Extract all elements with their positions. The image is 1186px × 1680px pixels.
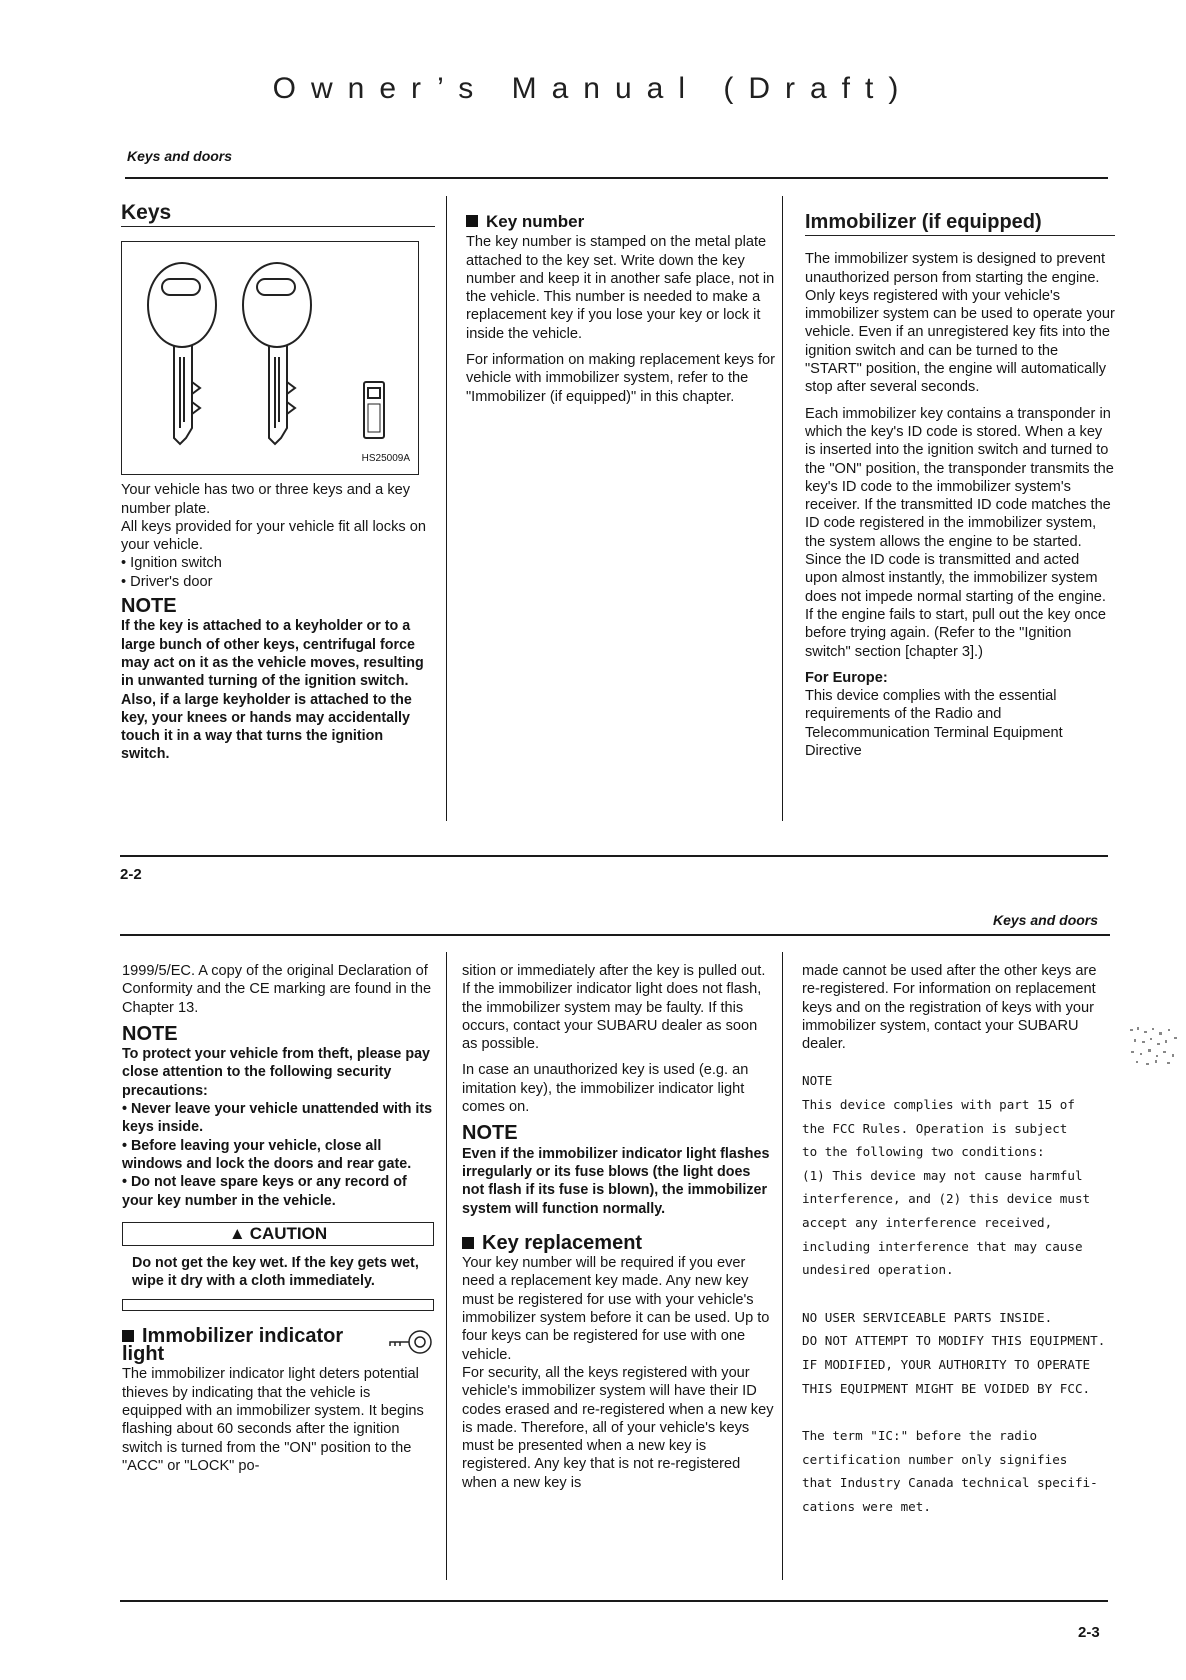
square-bullet-icon xyxy=(466,215,478,227)
note-label: NOTE xyxy=(462,1122,518,1145)
fcc-line: (1) This device may not cause harmful xyxy=(802,1167,1083,1183)
indicator-heading-row xyxy=(122,1324,434,1366)
top-footer-rule xyxy=(120,855,1108,857)
immobilizer-paragraph: If the engine fails to start, pull out the key once before trying again. (Refer to the "Ignition switch" section [chapter 3].) xyxy=(805,606,1106,660)
fcc-line: undesired operation. xyxy=(802,1262,954,1278)
fcc-line: IF MODIFIED, YOUR AUTHORITY TO OPERATE xyxy=(802,1357,1091,1373)
section-header-top: Keys and doors xyxy=(127,148,233,164)
key-number-paragraph: The key number is stamped on the metal plate attached to the key set. Write down the key number and keep it in another safe place, not in the vehicle. This number is needed to make a replacement key if you lose your key or lock it inside the vehicle. xyxy=(466,234,775,342)
column-divider xyxy=(782,196,783,821)
list-item: • Driver's door xyxy=(121,573,435,591)
square-bullet-icon xyxy=(462,1237,474,1249)
key-replacement-paragraph: Your key number will be required if you ever need a replacement key made. Any new key must be registered for use with your vehicle's immobilizer system before it can be used. Up to four keys can be registered for use with one vehicle. xyxy=(462,1255,770,1363)
note-text: If the key is attached to a keyholder or to a large bunch of other keys, centrifugal force may act on it as the vehicle moves, resulting in unwanted turning of the ignition switch. Also, if a large keyholder is attached to the key, your knees or hands may accidentally touch it in a way that turns the ignition switch. xyxy=(121,618,424,763)
fcc-line: to the following two conditions: xyxy=(802,1144,1045,1160)
column-divider xyxy=(446,196,447,821)
declaration-paragraph: 1999/5/EC. A copy of the original Declaration of Conformity and the CE marking are found in the Chapter 13. xyxy=(122,963,432,1016)
key-replacement-title: Key replacement xyxy=(482,1231,643,1254)
key-number-title: Key number xyxy=(486,212,585,231)
caution-text: Do not get the key wet. If the key gets wet, wipe it dry with a cloth immediately. xyxy=(132,1255,419,1290)
immobilizer-heading: Immobilizer (if equipped) xyxy=(805,213,1115,236)
ic-line: The term "IC:" before the radio xyxy=(802,1428,1038,1444)
list-item: • Ignition switch xyxy=(121,554,435,572)
europe-label: For Europe: xyxy=(805,669,888,686)
note-text: Even if the immobilizer indicator light flashes irregularly or its fuse blows (the light does not flash if its fuse is blown), the immobilizer system will function normally. xyxy=(462,1145,770,1217)
replacement-paragraph: made cannot be used after the other keys are re-registered. For information on replacement keys and on the registration of keys with your immobilizer system, contact your SUBARU dealer. xyxy=(802,963,1097,1053)
fcc-line: the FCC Rules. Operation is subject xyxy=(802,1120,1068,1136)
security-column xyxy=(122,962,434,1483)
list-item: • Do not leave spare keys or any record of your key number in the vehicle. xyxy=(122,1173,434,1210)
indicator-paragraph: sition or immediately after the key is pulled out. xyxy=(462,963,766,979)
security-list xyxy=(122,1100,434,1210)
figure-code: HS25009A xyxy=(361,453,410,464)
ic-line: that Industry Canada technical specifi- xyxy=(802,1475,1098,1491)
keys-paragraph: All keys provided for your vehicle fit all locks on your vehicle. xyxy=(121,518,426,554)
key-replacement-heading xyxy=(462,1231,774,1254)
fcc-column xyxy=(802,962,1112,1519)
bottom-footer-rule xyxy=(120,1600,1108,1602)
caution-label: CAUTION xyxy=(249,1223,328,1243)
fcc-line: including interference that may cause xyxy=(802,1238,1083,1254)
indicator-paragraph: If the immobilizer indicator light does not flash, the immobilizer system may be faulty. If this occurs, contact your SUBARU dealer as soon as possible. xyxy=(462,981,762,1053)
indicator-paragraph: In case an unauthorized key is used (e.g. an imitation key), the immobilizer indicator light comes on. xyxy=(462,1062,749,1116)
scan-noise-patch xyxy=(1128,1025,1184,1069)
key-number-paragraph: For information on making replacement keys for vehicle with immobilizer system, refer to the "Immobilizer (if equipped)" in this chapter. xyxy=(466,352,776,405)
fcc-line: NO USER SERVICEABLE PARTS INSIDE. xyxy=(802,1309,1053,1325)
key-indicator-icon xyxy=(386,1327,434,1357)
page-number-bottom: 2-3 xyxy=(1078,1624,1100,1641)
keys-list xyxy=(121,554,435,591)
indicator-column xyxy=(462,962,774,1500)
section-header-bottom: Keys and doors xyxy=(993,912,1099,928)
immobilizer-paragraph: The immobilizer system is designed to prevent unauthorized person from starting the engine. Only keys registered with your vehicle's immobilizer system can be used to operate your vehicle. Even if an unregistered key fits into the ignition switch and can be turned to the "START" position, the engine will automatically stop after several seconds. xyxy=(805,251,1115,396)
manual-title: Owner’s Manual (Draft) xyxy=(272,72,914,105)
indicator-paragraph: The immobilizer indicator light deters potential thieves by indicating that the vehicle is equipped with an immobilizer system. It begins flashing about 60 seconds after the ignition switch is turned from the "ON" position to the "ACC" or "LOCK" po- xyxy=(122,1366,424,1474)
immobilizer-paragraph: Each immobilizer key contains a transponder in which the key's ID code is stored. When a key is inserted into the ignition switch and turned to the "ON" position, the transponder transmits the key's ID code to the immobilizer system's receiver. If the transmitted ID code matches the ID code registered in the immobilizer system, the system allows the engine to be started. Since the ID code is transmitted and acted upon almost instantly, the immobilizer system does not impede normal starting of the engine. xyxy=(805,405,1114,605)
note-label: NOTE xyxy=(121,595,177,618)
keys-heading: Keys xyxy=(121,204,435,227)
column-divider xyxy=(782,952,783,1580)
immobilizer-column xyxy=(805,213,1115,760)
indicator-heading xyxy=(122,1324,372,1366)
caution-end-box xyxy=(122,1299,434,1311)
fcc-line: DO NOT ATTEMPT TO MODIFY THIS EQUIPMENT. xyxy=(802,1333,1106,1349)
fcc-line: This device complies with part 15 of xyxy=(802,1097,1075,1113)
square-bullet-icon xyxy=(122,1330,134,1342)
note-text: To protect your vehicle from theft, please pay close attention to the following security precautions: xyxy=(122,1046,430,1099)
page-number-top: 2-2 xyxy=(120,866,142,883)
fcc-line: accept any interference received, xyxy=(802,1215,1053,1231)
column-divider xyxy=(446,952,447,1580)
keys-paragraph: Your vehicle has two or three keys and a key number plate. xyxy=(121,482,411,517)
list-item: • Never leave your vehicle unattended with its keys inside. xyxy=(122,1100,434,1137)
bottom-header-rule xyxy=(120,934,1110,936)
key-number-column xyxy=(466,213,776,414)
ic-line: certification number only signifies xyxy=(802,1451,1068,1467)
keys-column xyxy=(121,201,435,772)
fcc-note xyxy=(802,1069,1112,1518)
europe-text: This device complies with the essential requirements of the Radio and Telecommunication Terminal Equipment Directive xyxy=(805,688,1063,760)
list-item: • Before leaving your vehicle, close all windows and lock the doors and rear gate. xyxy=(122,1137,434,1174)
note-label: NOTE xyxy=(122,1022,178,1045)
fcc-line: THIS EQUIPMENT MIGHT BE VOIDED BY FCC. xyxy=(802,1380,1091,1396)
warning-triangle-icon: ▲ xyxy=(228,1223,246,1243)
ic-line: cations were met. xyxy=(802,1498,931,1514)
key-replacement-paragraph: For security, all the keys registered with your vehicle's immobilizer system will have their ID codes erased and re-registered when a new key is made. Therefore, all of your vehicle's keys must be presented when a new key is registered. Any key that is not re-registered when a new key is xyxy=(462,1364,774,1491)
keys-figure xyxy=(121,241,419,475)
caution-header xyxy=(122,1222,434,1246)
fcc-line: interference, and (2) this device must xyxy=(802,1191,1091,1207)
top-header-rule xyxy=(125,177,1108,179)
key-number-heading xyxy=(466,213,776,231)
fcc-line: NOTE xyxy=(802,1073,833,1089)
keys-illustration xyxy=(122,242,418,474)
indicator-title: Immobilizer indicator light xyxy=(122,1324,344,1366)
